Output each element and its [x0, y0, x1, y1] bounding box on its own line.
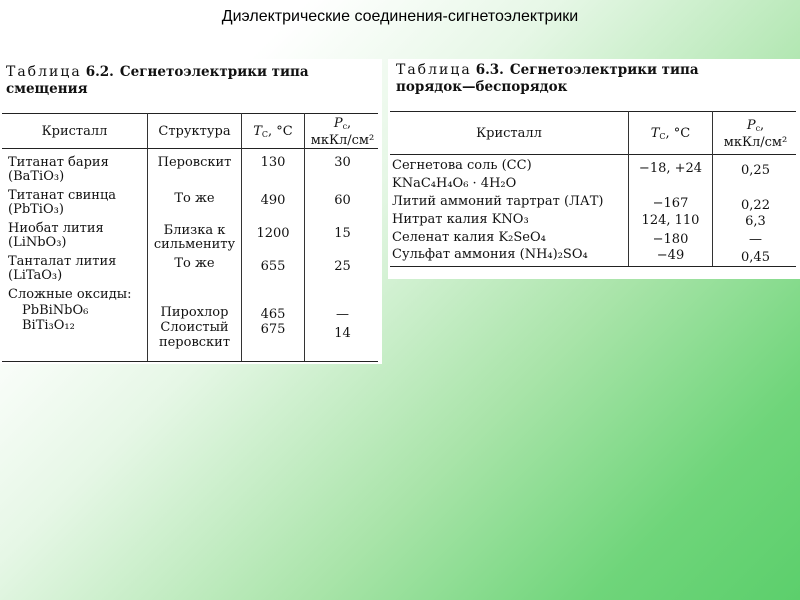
row-3-structure-line2: сильмениту — [153, 237, 236, 252]
row-5-pc: — — [749, 232, 762, 247]
row-1-tc: 130 — [260, 155, 286, 170]
pc-unit: мкКл/см² — [723, 135, 788, 150]
header-rule — [390, 154, 796, 155]
row-2-name: Титанат свинца — [8, 188, 117, 203]
row-1-structure: Перовскит — [157, 155, 232, 170]
row-1-pc: 0,25 — [741, 163, 770, 178]
row-4-formula: (LiTaO₃) — [8, 268, 63, 283]
row-3-name: Литий аммоний тартрат (ЛАТ) — [392, 194, 604, 209]
table-top-rule — [2, 113, 378, 114]
slide-title: Диэлектрические соединения-сигнетоэлектрики — [221, 8, 579, 25]
caption-number: 6.2. — [85, 64, 114, 80]
row-6-tc: −49 — [656, 248, 685, 263]
row-5-tc: −180 — [652, 232, 689, 247]
row-5-name: Селенат калия K₂SeO₄ — [392, 230, 546, 245]
pc-subscript: с — [755, 124, 761, 133]
tc-unit: , °С — [665, 126, 691, 141]
tc-subscript: C — [659, 132, 666, 141]
row-4-name: Нитрат калия KNO₃ — [392, 212, 529, 227]
row-5-structure: Пирохлор — [160, 305, 229, 320]
row-5-name: PbBiNbO₆ — [22, 303, 89, 318]
header-structure: Структура — [158, 124, 231, 139]
header-rule — [2, 148, 378, 149]
row-4-tc: 655 — [260, 259, 286, 274]
row-4-tc: 124, 110 — [641, 213, 700, 228]
table-6-3 — [388, 59, 800, 279]
caption-word: Таблица — [396, 62, 472, 78]
tc-subscript: C — [261, 130, 269, 139]
table-6-2-caption — [6, 64, 309, 98]
row-1-pc: 30 — [334, 155, 351, 170]
row-3-pc: 0,22 — [741, 198, 770, 213]
row-1-name: Титанат бария — [8, 155, 109, 170]
row-2-tc: 490 — [260, 193, 286, 208]
header-tc — [242, 125, 304, 142]
row-3-formula: (LiNbO₃) — [8, 235, 67, 250]
complex-oxides-label: Сложные оксиды: — [8, 287, 132, 302]
pc-comma: , — [347, 116, 352, 131]
row-2-structure: То же — [174, 191, 215, 206]
row-6-structure: Слоистый — [160, 320, 229, 335]
tc-symbol: T — [253, 124, 262, 139]
row-2-formula: (PbTiO₃) — [8, 202, 64, 217]
header-crystal: Кристалл — [476, 126, 542, 141]
row-5-tc: 465 — [260, 307, 286, 322]
row-3-name: Ниобат лития — [8, 221, 104, 236]
pc-symbol: P — [333, 116, 343, 131]
row-6-pc: 14 — [334, 326, 351, 341]
row-1-name: Сегнетова соль (СС) — [392, 158, 532, 173]
pc-unit: мкКл/см² — [310, 133, 375, 148]
row-6-name: Сульфат аммония (NH₄)₂SO₄ — [392, 247, 588, 262]
header-crystal: Кристалл — [41, 124, 108, 139]
row-3-structure: Близка к — [163, 223, 226, 238]
row-3-pc: 15 — [334, 226, 351, 241]
row-6-structure-line2: перовскит — [158, 335, 231, 350]
pc-subscript: с — [342, 122, 348, 131]
row-2-pc: 60 — [334, 193, 351, 208]
header-pc — [713, 119, 798, 150]
tc-symbol: T — [650, 126, 660, 141]
caption-word: Таблица — [6, 64, 82, 80]
caption-title-line2: смещения — [6, 81, 88, 97]
tc-unit: , °С — [268, 124, 293, 139]
header-tc — [629, 127, 712, 144]
pc-symbol: P — [746, 118, 756, 133]
row-3-tc: −167 — [652, 196, 689, 211]
row-4-pc: 6,3 — [745, 214, 766, 229]
table-bottom-rule — [390, 266, 796, 267]
caption-title-line1: Сегнетоэлектрики типа — [509, 62, 699, 78]
table-top-rule — [390, 111, 796, 112]
row-4-name: Танталат лития — [8, 254, 117, 269]
row-5-pc: — — [336, 307, 349, 322]
row-6-tc: 675 — [260, 322, 286, 337]
row-4-pc: 25 — [334, 259, 351, 274]
row-1-formula: (BaTiO₃) — [8, 169, 65, 184]
header-pc — [305, 117, 380, 148]
row-1-tc: −18, +24 — [638, 161, 703, 176]
row-2-name: KNaC₄H₄O₆ · 4H₂O — [392, 176, 517, 191]
caption-number: 6.3. — [475, 62, 504, 78]
table-bottom-rule — [2, 361, 378, 362]
row-4-structure: То же — [174, 256, 215, 271]
row-6-pc: 0,45 — [741, 250, 770, 265]
row-3-tc: 1200 — [256, 226, 290, 241]
row-6-name: BiTi₃O₁₂ — [22, 318, 75, 333]
pc-comma: , — [760, 118, 765, 133]
table-6-2 — [0, 59, 382, 364]
caption-title-line1: Сегнетоэлектрики типа — [119, 64, 309, 80]
caption-title-line2: порядок—беспорядок — [396, 79, 568, 95]
table-6-3-caption — [396, 62, 699, 96]
